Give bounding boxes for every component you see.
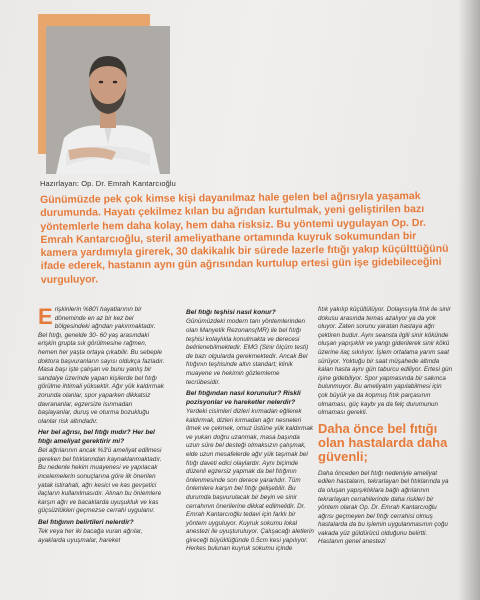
paragraph-belirtiler: Tek veya her iki bacağa vuran ağrılar, ayaklarda uyuşmalar, hareket xyxy=(38,528,143,544)
paragraph-bel-agrisi: Bel ağrılarının ancak %3'ü ameliyat edilmesi gereken bel fıtıklarından kaynaklanmaktadır. Bu nedenle hekim muayenesi ve yapılacak incelemelerin sonuçlarına göre ilk önerilen yatak istirahati, ağrı kesici ve kas gevşetici ilaçların kullanılmasıdır. Alınan bu önlemlere karşın ağrı ve bacaklarda uyuşukluk ve kas güçsüzlükleri geçmezse cerrahi uygulanır. xyxy=(38,447,162,515)
article-column-3 xyxy=(318,306,453,550)
photo-accent-left xyxy=(38,14,46,154)
article-column-1 xyxy=(38,306,166,548)
paragraph-guvenli: Daha önceden bel fıtığı nedeniyle ameliyat edilen hastaların, tekrarlayan bel fıtıklarında ya da oluşan yapışıklıklara bağlı ağrılarının tekrarlayan cerrahilerinde daha riskleri bir yöntem olarak Op. Dr. Emrah Kantarcıoğlu ağrısı geçmeyen bel fıtığı cerrahisi olmuş hastalarda da bu işlemin uygulanmasının çoğu vakada yüz güldürücü olduğunu belirtti. Hastanın genel anestezi xyxy=(318,469,449,546)
drop-cap: E xyxy=(38,304,53,329)
intro-text: rişkinlerin %80'i hayatlarının bir döneminde en az bir kez bel bölgesindeki ağrıdan yakınmaktadır. Bel fıtığı, genelde 30- 60 yaş arasındaki erişkin grupta sık görülmesine rağmen, hemen her yaşta ortaya çıkabilir. Bu sebeple doktora başvuranların sayısı oldukça fazladır. Masa başı işte çalışan ve bunu yanlış bir sandalye üzerinde yapan kişilerde bel fıtığı görülme ihtimali yüksektir. Ağır yük kaldırmak zorunda olanlar, spor yaparken dikkatsiz davrananlar, egzersize isınmadan başlayanlar, duruş ve oturma bozukluğu olanlar risk altındadır. xyxy=(38,306,165,425)
subheading-bel-agrisi: Her bel ağrısı, bel fıtığı mıdır? Her bel fıtığı ameliyat gerektirir mi? xyxy=(38,429,155,445)
author-photo xyxy=(46,26,170,174)
paragraph-teshis: Günümüzdeki modern tanı yöntemlerinden olan Manyetik Rezonans(MR) ile bel fıtığı teşhisi kolaylıkla konulmakta ve derecesi belirlenebilmektedir. EMG (Sinir ölçüm testi) de bazı olgularda gerekmektedir. Ancak Bel fıtığının teşhisinde altın standart; klinik muayene ve hekimin gözlemleme tecrübesidir. xyxy=(186,318,309,386)
page-edge-shadow xyxy=(458,0,480,600)
subheading-belirtiler: Bel fıtığının belirtileri nelerdir? xyxy=(38,518,134,526)
author-portrait-icon xyxy=(46,26,170,174)
author-name: Op. Dr. Emrah Kantarcıoğlu xyxy=(81,179,176,188)
lead-paragraph: Günümüzde pek çok kimse kişi dayanılmaz hale gelen bel ağrısıyla yaşamak durumunda. Hayatı çekilmez kılan bu ağrıdan kurtulmak, yeni geliştirilen bazı yöntemlerle hem daha kolay, hem daha risksiz. Bu yöntemi uygulayan Op. Dr. Emrah Kantarcıoğlu, steril ameliyathane ortamında kuyruk sokumundan bir kamera yardımıyla girerek, 30 dakikalık bir sürede lazerle fıtığı yakıp küçülttüğünü ifade ederek, hastanın aynı gün ağrısından kurtulup ertesi gün işe gidebileceğini vurguluyor. xyxy=(40,190,449,286)
article-column-2 xyxy=(186,306,314,557)
author-prefix: Hazırlayan: xyxy=(40,179,80,188)
side-heading: Daha önce bel fıtığı olan hastalarda daha güvenli; xyxy=(318,420,448,464)
paragraph-tedavi: fıtık yakılıp küçültülüyor. Dolayısıyla fıtık ile sinir dokusu arasında temas azalıyor ya da yok oluyor. Zaten sorunu yaratan hastaya ağrı çektiren budur. Aynı seansta ilgili sinir kökünde oluşan yapışıklık ve yangı giderilerek sinir kökü üzerine ilaç sıkılıyor. İşlem ortalama yarım saat sürüyor. Yoktuğu bir saat müşahede altında kalan hasta aynı gün taburcu ediliyor. Ertesi gün işine gidebiliyor. Spor yapmasında bir sakınca bulunmuyor. Bu ameliyatın yapılabilmesi için çok büyük ya da kopmuş fıtık parçasının olmaması, güç kaybı ya da felç durumunun olmaması gerekli. xyxy=(318,306,453,417)
subheading-teshis: Bel fıtığı teşhisi nasıl konur? xyxy=(186,309,276,316)
author-caption xyxy=(40,179,176,188)
subheading-korunma: Bel fıtığından nasıl korunulur? Riskli pozisyonlar ve hareketler nelerdir? xyxy=(186,390,301,406)
intro-paragraph xyxy=(38,306,166,426)
paragraph-korunma: Yerdeki cisimleri dizleri kırmadan eğilerek kaldırmak, dizleri kırmadan ağır nesneleri itmek ve çekmek, omuz üstüne yük kaldırmak ve yukarı doğru uzanmak, masa başında uzun süre bel desteği olmaksızın çalışmak, elde uzun mesafelerde ağır yük taşımak bel fıtığı daveti edici olaylardır. Aynı biçimde düzenli egzersiz yapmak da bel fıtığının önlenmesinde son derece yararlıdır. Tüm önlemlere karşın bel fıtığı gelişebilir. Bu durumda başvurulacak bir beyin ve sinir cerrahının önerilerine dikkat edilmelidir. Dr. Emrah Kantarcıoğlu tedavi için farklı bir yöntem uyguluyor. Kuyruk sokumu lokal anestezi ile uyuşturuluyor. Çalışacağı aletlerin gireceği büyüklüğünde 0.5cm kesi yapılıyor. Herkes bulunan kuyruk sokumu içinde xyxy=(186,407,314,553)
